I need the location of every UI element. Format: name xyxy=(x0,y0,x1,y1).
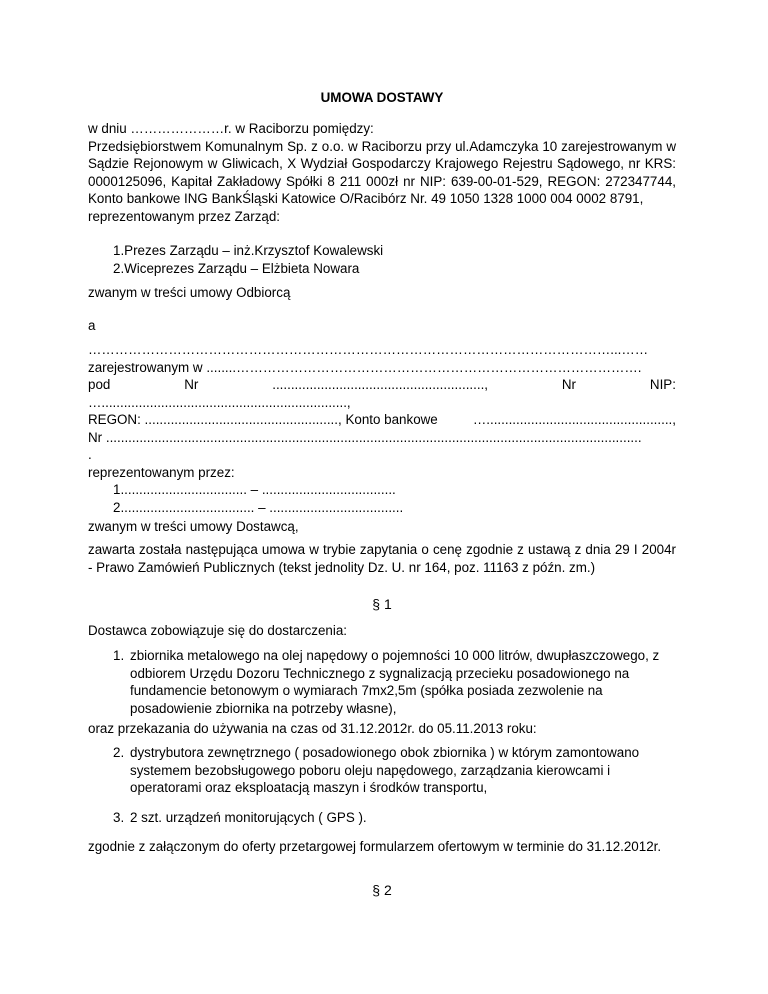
intro-block xyxy=(88,120,676,225)
supplier-note: zwanym w treści umowy Dostawcą, xyxy=(88,519,299,534)
conjunction: a xyxy=(88,318,96,333)
nip-label: NIP: xyxy=(649,377,676,392)
item-number: 1. xyxy=(113,648,125,663)
item-text: zbiornika metalowego na olej napędowy o pojemności 10 000 litrów, dwupłaszczowego, z odbiorem Urzędu Dozoru Technicznego z sygnalizacją przecieku posadowionego na fundamencie betonowym o wymiarach 7mx2,5m (spółka posiada zezwolenie na posadowienie zbiornika na potrzeby własne), xyxy=(130,648,660,716)
supplier-pod-row xyxy=(88,376,676,394)
supplier-block xyxy=(88,341,676,516)
section-1-heading: § 1 xyxy=(372,596,392,612)
item-text: 2 szt. urządzeń monitorujących ( GPS ). xyxy=(130,810,367,825)
pod-label: pod xyxy=(88,377,111,392)
item-text: dystrybutora zewnętrznego ( posadowionego obok zbiornika ) w którym zamontowano systemem bezobsługowego poboru oleju napędowego, zarządzania kierowcami i operatorami oraz eksploatacją maszyn i środków transportu, xyxy=(130,745,640,795)
regon-row xyxy=(88,411,676,429)
supplier-represented: reprezentowanym przez: xyxy=(88,464,235,480)
bank-account-blank: ….................................................., xyxy=(472,412,676,427)
supplier-rep: 2.................................... – .................................... xyxy=(113,499,404,515)
supplier-rep: 1.................................. – .................................... xyxy=(113,482,396,497)
item-1 xyxy=(113,647,676,717)
document-title: UMOWA DOSTAWY xyxy=(320,90,444,105)
handover-line: oraz przekazania do używania na czas od 31.12.2012r. do 05.11.2013 roku: xyxy=(88,721,537,736)
item-3 xyxy=(113,809,676,827)
item-number: 2. xyxy=(113,745,125,760)
board-member: 1.Prezes Zarządu – inż.Krzysztof Kowalewski xyxy=(113,243,384,258)
section-2-heading: § 2 xyxy=(372,882,392,898)
nip-blank: ….................................................................., xyxy=(88,394,351,410)
stray-dot: . xyxy=(88,447,92,462)
section-1-closing: zgodnie z załączonym do oferty przetargowej formularzem ofertowym w terminie do 31.12.2012r. xyxy=(88,839,662,854)
supplier-name-blank: ………………………………………………………………………………………………………...…… xyxy=(88,342,649,357)
regon-label: REGON: ...................................................., Konto bankowe xyxy=(88,412,438,427)
company-details: Przedsiębiorstwem Komunalnym Sp. z o.o. w Raciborzu przy ul.Adamczyka 10 zarejestrowanym w Sądzie Rejonowym w Gliwicach, X Wydział Gospodarczy Krajowego Rejestru Sądowego, nr KRS: 0000125096, Kapitał Zakładowy Spółki 8 211 000zł nr NIP: 639-00-01-529, REGON: 272347744, Konto bankowe ING BankŚląski Katowice O/Racibórz Nr. 49 1050 1328 1000 004 0002 8791, xyxy=(88,138,676,206)
nr-label: Nr xyxy=(184,377,199,392)
concluded-paragraph: zawarta została następująca umowa w trybie zapytania o cenę zgodnie z ustawą z dnia 29 I 2004r - Prawo Zamówień Publicznych (tekst jednolity Dz. U. nr 164, poz. 11163 z późn. zm.) xyxy=(88,542,676,575)
date-line: w dniu …………………r. w Raciborzu pomiędzy: xyxy=(88,121,374,136)
recipient-note: zwanym w treści umowy Odbiorcą xyxy=(88,285,291,300)
item-number: 3. xyxy=(113,810,125,825)
represented-by-board: reprezentowanym przez Zarząd: xyxy=(88,208,281,224)
account-nr-blank: Nr ................................................................................................................................................ xyxy=(88,429,642,445)
board-list xyxy=(88,242,676,277)
board-member: 2.Wiceprezes Zarządu – Elżbieta Nowara xyxy=(113,260,360,276)
nr-label: Nr xyxy=(561,377,577,392)
supplier-registered: zarejestrowanym w ........………………………………………………………………………………. xyxy=(88,359,642,375)
section-1-lead: Dostawca zobowiązuje się do dostarczenia: xyxy=(88,623,348,638)
item-2 xyxy=(113,744,676,797)
pod-blank: ........................................................., xyxy=(272,377,489,392)
